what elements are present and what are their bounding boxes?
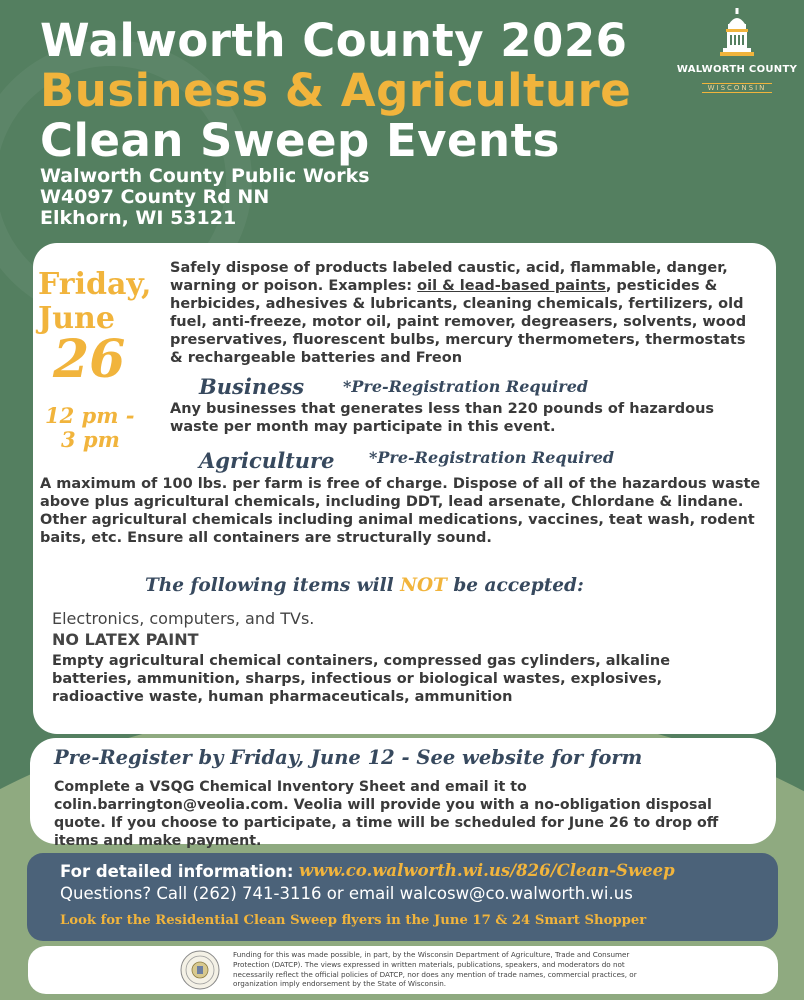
intro-underlined: oil & lead-based paints xyxy=(417,278,606,294)
courthouse-icon xyxy=(720,8,754,60)
event-time-end: 3 pm xyxy=(61,427,120,452)
preregister-text: Complete a VSQG Chemical Inventory Sheet and email it to colin.barrington@veolia.com. Veolia will provide you with a no-obligation disposal quote. If you choose to participate, a time will be scheduled for June 26 to drop off items and make payment. xyxy=(54,779,719,849)
not-accepted-item-list: Empty agricultural chemical containers, compressed gas cylinders, alkaline batteries, ammunition, sharps, infectious or biological wastes, explosives, radioactive waste, human pharmaceuticals, ammunition xyxy=(52,653,671,705)
event-date: 26 xyxy=(53,329,126,390)
not-accepted-heading-pre: The following items will xyxy=(145,575,401,596)
address xyxy=(40,166,370,229)
event-month: June xyxy=(38,301,115,336)
accepted-items-text xyxy=(170,259,760,367)
event-card xyxy=(33,243,776,734)
not-accepted-heading xyxy=(145,575,584,596)
not-accepted-item-latex: NO LATEX PAINT xyxy=(52,630,199,649)
address-line-1: Walworth County Public Works xyxy=(40,165,370,187)
county-logo xyxy=(672,8,802,94)
event-day: Friday, xyxy=(38,267,152,302)
not-accepted-heading-post: be accepted: xyxy=(446,575,584,596)
business-requirement: *Pre-Registration Required xyxy=(343,377,589,396)
info-residential-note: Look for the Residential Clean Sweep flyers in the June 17 & 24 Smart Shopper xyxy=(60,913,647,928)
not-accepted-item-electronics: Electronics, computers, and TVs. xyxy=(52,609,315,628)
event-time-start: 12 pm - xyxy=(45,403,135,428)
intro-text: Safely dispose of products labeled caustic, acid, flammable, danger, warning or poison. Examples: xyxy=(170,260,728,294)
address-line-3: Elkhorn, WI 53121 xyxy=(40,207,237,229)
business-text: Any businesses that generates less than 220 pounds of hazardous waste per month may participate in this event. xyxy=(170,401,715,435)
address-line-2: W4097 County Rd NN xyxy=(40,186,270,208)
title-line-1: Walworth County 2026 xyxy=(40,14,628,67)
info-contact: Questions? Call (262) 741-3116 or email walcosw@co.walworth.wi.us xyxy=(60,884,633,903)
agriculture-heading: Agriculture xyxy=(199,448,335,473)
preregister-heading: Pre-Register by Friday, June 12 - See website for form xyxy=(54,746,643,769)
agriculture-text: A maximum of 100 lbs. per farm is free of charge. Dispose of all of the hazardous waste above plus agricultural chemicals, including DDT, lead arsenate, Chlordane & lindane. Other agricultural chemicals including animal medications, vaccines, teat wash, rodent baits, etc. Ensure all containers are structurally sound. xyxy=(40,476,761,546)
logo-name: WALWORTH COUNTY xyxy=(676,64,798,75)
info-url-link[interactable]: www.co.walworth.wi.us/826/Clean-Sweep xyxy=(299,861,675,880)
title-line-3: Clean Sweep Events xyxy=(40,114,560,167)
funding-text: Funding for this was made possible, in part, by the Wisconsin Department of Agriculture, Trade and Consumer Protection (DATCP). The views expressed in written materials, publications, speakers, and moderators do not necessarily reflect the official policies of DATCP, nor does any mention of trade names, commercial practices, or organization imply endorsement by the State of Wisconsin. xyxy=(233,950,637,989)
preregister-card xyxy=(30,738,776,849)
intro-text-end: , pesticides & herbicides, adhesives & lubricants, cleaning chemicals, fertilizers, old fuel, anti-freeze, motor oil, paint remover, degreasers, solvents, wood preservatives, fluorescent bulbs, mercury thermometers, thermostats & rechargeable batteries and Freon xyxy=(170,278,747,366)
logo-state: WISCONSIN xyxy=(702,83,773,93)
not-accepted-heading-not: NOT xyxy=(400,575,447,596)
info-box xyxy=(27,853,778,941)
wisconsin-seal-icon xyxy=(180,950,220,990)
info-label: For detailed information: xyxy=(60,862,294,881)
title-line-2: Business & Agriculture xyxy=(40,64,632,117)
agriculture-requirement: *Pre-Registration Required xyxy=(369,448,615,467)
business-heading: Business xyxy=(199,374,305,399)
funding-card xyxy=(28,946,778,994)
